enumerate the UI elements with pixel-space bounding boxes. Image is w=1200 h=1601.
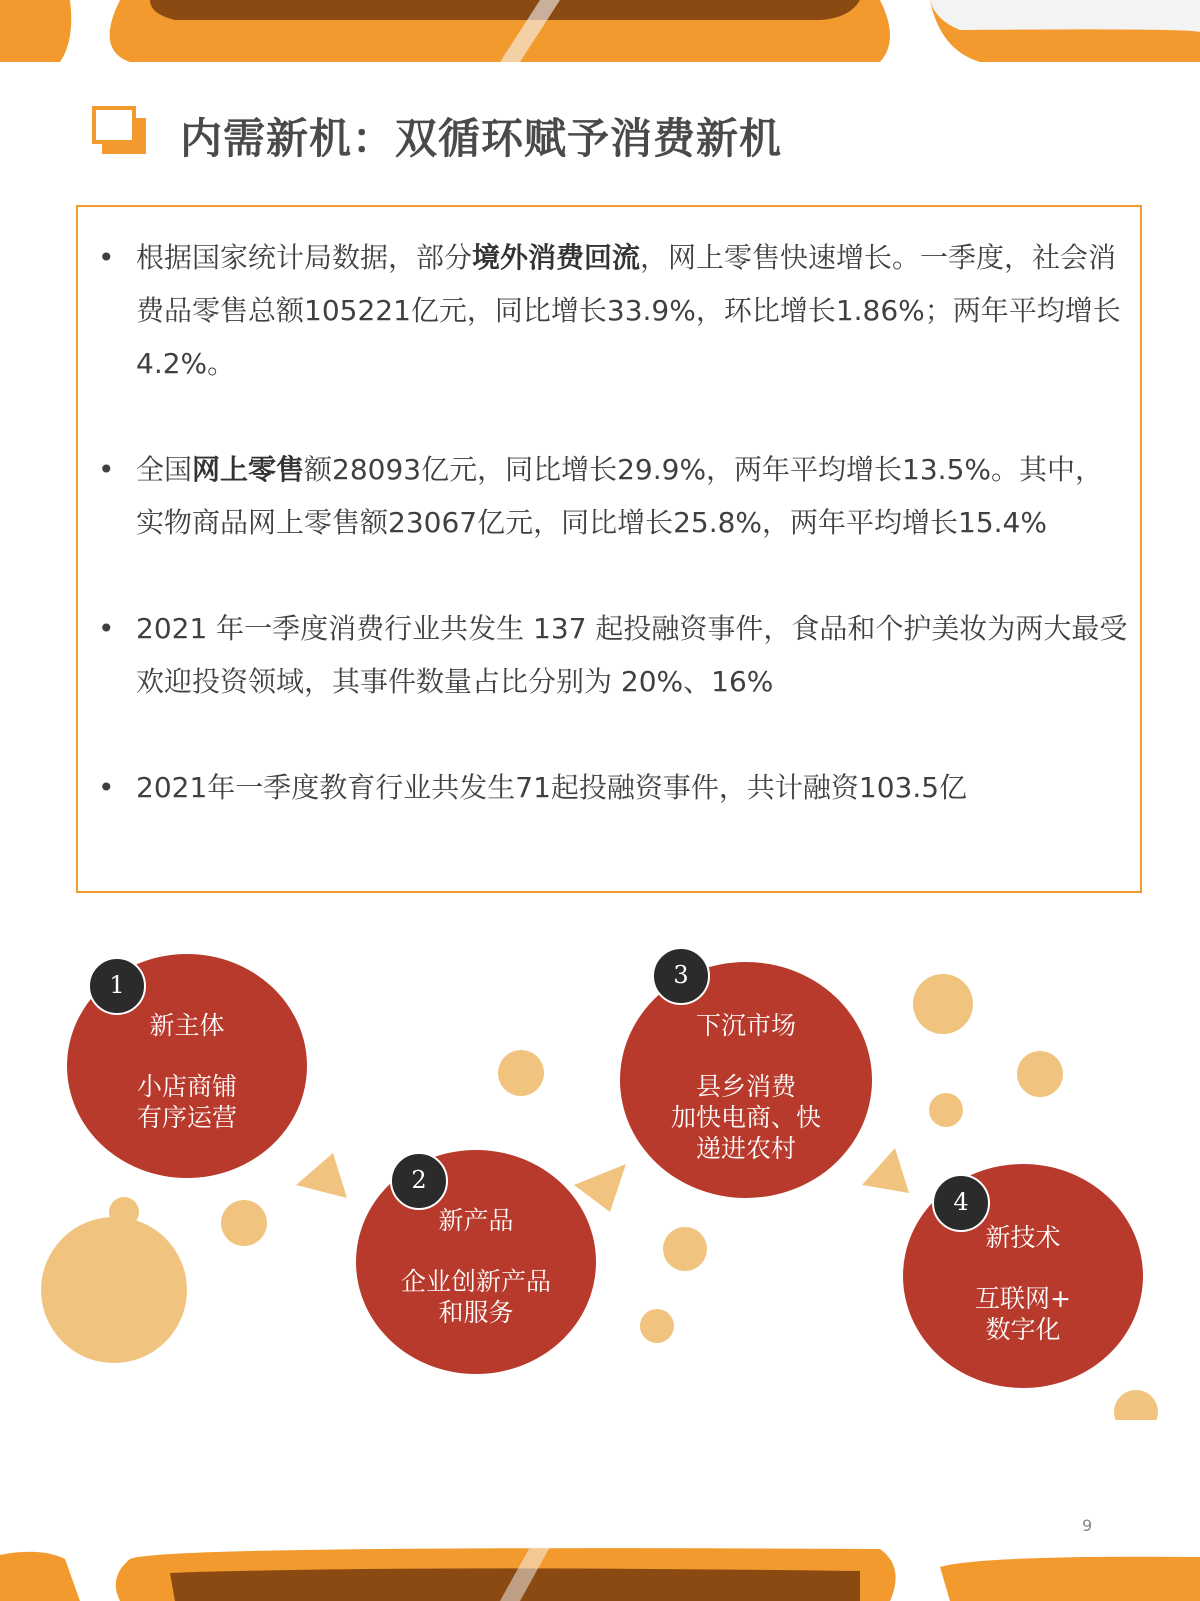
bullet-item: • 全国网上零售额28093亿元，同比增长29.9%，两年平均增长13.5%。其中，实物商品网上零售额23067亿元，同比增长25.8%，两年平均增长15.4% (98, 443, 1128, 549)
step-line: 递进农村 (695, 1134, 796, 1163)
decor-dot (1114, 1390, 1158, 1420)
step-number: 3 (673, 961, 689, 989)
page-title: 内需新机：双循环赋予消费新机 (180, 114, 783, 163)
flow-diagram (0, 920, 1200, 1420)
bottom-decoration-band (0, 1537, 1200, 1601)
step-number: 1 (109, 971, 125, 999)
decor-dot (221, 1200, 267, 1246)
step-3-text (661, 1010, 831, 1164)
step-2-text (386, 1205, 566, 1328)
arrow-triangle (574, 1164, 626, 1212)
decor-dot (109, 1197, 139, 1227)
top-decoration-band (0, 0, 1200, 62)
step-line: 和服务 (438, 1298, 514, 1327)
decor-dot (41, 1217, 187, 1363)
step-title: 新产品 (438, 1206, 514, 1235)
step-line: 县乡消费 (695, 1072, 796, 1101)
arrow-triangle (296, 1153, 347, 1198)
step-number: 4 (953, 1188, 969, 1216)
bullet-box (76, 205, 1142, 893)
step-title: 新主体 (149, 1011, 225, 1040)
step-line: 小店商铺 (136, 1072, 237, 1101)
step-line: 企业创新产品 (400, 1267, 551, 1296)
step-title: 新技术 (985, 1223, 1061, 1252)
bullet-item: • 2021 年一季度消费行业共发生 137 起投融资事件，食品和个护美妆为两大最受欢迎投资领域，其事件数量占比分别为 20%、16% (98, 602, 1128, 708)
step-line: 加快电商、快 (670, 1103, 821, 1132)
title-square-icon (92, 106, 148, 156)
step-line: 互联网+ (975, 1284, 1071, 1313)
decor-dot (640, 1309, 674, 1343)
step-line: 有序运营 (136, 1103, 237, 1132)
bullet-item: • 2021年一季度教育行业共发生71起投融资事件，共计融资103.5亿 (98, 761, 1128, 814)
decor-dot (929, 1093, 963, 1127)
step-1-text (107, 1010, 267, 1133)
decor-dot (913, 974, 973, 1034)
step-number: 2 (411, 1166, 427, 1194)
step-4-text (943, 1222, 1103, 1345)
decor-dot (1017, 1051, 1063, 1097)
step-line: 数字化 (985, 1315, 1061, 1344)
bullet-item: • 根据国家统计局数据，部分境外消费回流，网上零售快速增长。一季度，社会消费品零售总额105221亿元，同比增长33.9%，环比增长1.86%；两年平均增长4.2%。 (98, 231, 1128, 390)
bullet-list (98, 231, 1128, 814)
decor-dot (663, 1227, 707, 1271)
step-title: 下沉市场 (695, 1011, 796, 1040)
decor-dot (498, 1050, 544, 1096)
arrow-triangle (862, 1148, 909, 1193)
page-number: 9 (1082, 1516, 1093, 1535)
